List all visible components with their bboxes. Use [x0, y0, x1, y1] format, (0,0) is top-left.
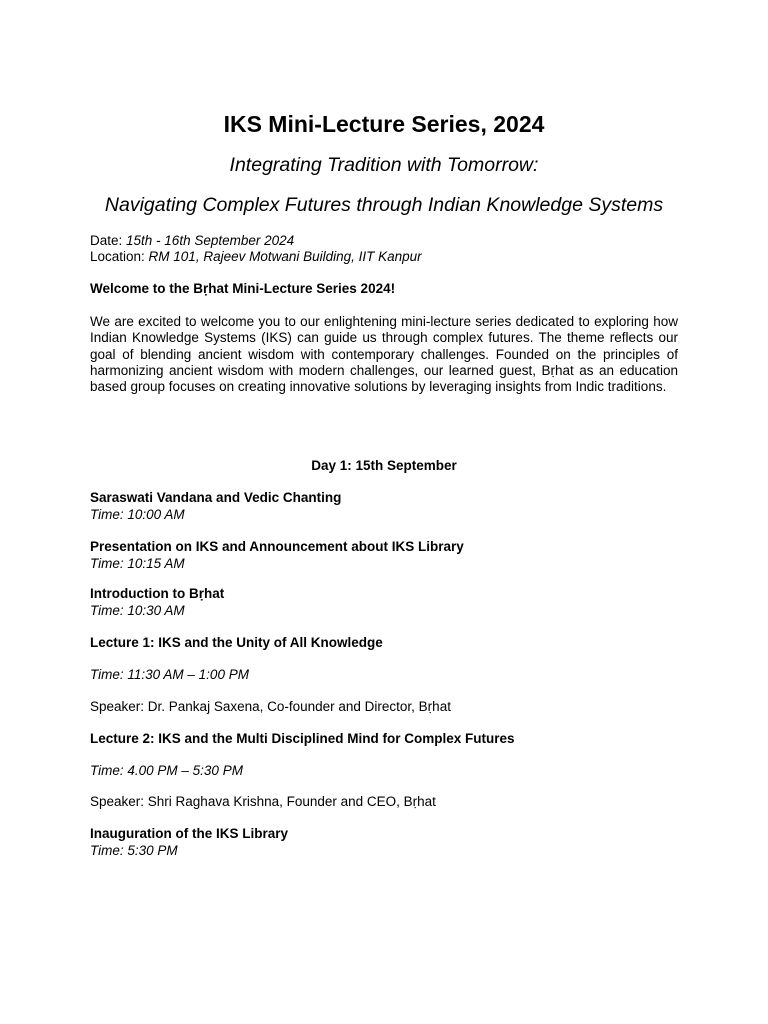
- schedule-item-title: Presentation on IKS and Announcement about IKS Library: [90, 539, 464, 554]
- location-value: RM 101, Rajeev Motwani Building, IIT Kanpur: [148, 249, 422, 264]
- day-heading: Day 1: 15th September: [311, 458, 457, 473]
- schedule-item-time: Time: 10:00 AM: [90, 507, 185, 522]
- schedule-item-speaker: Speaker: Shri Raghava Krishna, Founder and CEO, Bṛhat: [90, 794, 436, 809]
- page-title: IKS Mini-Lecture Series, 2024: [223, 111, 545, 137]
- schedule-item-time: Time: 5:30 PM: [90, 843, 178, 858]
- subtitle-line-2: Navigating Complex Futures through Indian Knowledge Systems: [104, 194, 664, 216]
- date-value: 15th - 16th September 2024: [126, 233, 295, 248]
- date-label: Date:: [90, 233, 127, 248]
- schedule-item-time: Time: 4.00 PM – 5:30 PM: [90, 763, 243, 778]
- event-date: [90, 233, 690, 249]
- schedule-item-time: Time: 10:30 AM: [90, 603, 185, 618]
- schedule-item-time: Time: 10:15 AM: [90, 556, 185, 571]
- schedule-item-title: Introduction to Bṛhat: [90, 586, 225, 601]
- schedule-item-title: Saraswati Vandana and Vedic Chanting: [90, 490, 342, 505]
- event-location: [90, 249, 690, 265]
- schedule-item-speaker: Speaker: Dr. Pankaj Saxena, Co-founder and Director, Bṛhat: [90, 699, 451, 714]
- schedule-item-title: Lecture 2: IKS and the Multi Disciplined Mind for Complex Futures: [90, 731, 515, 746]
- location-label: Location:: [90, 249, 149, 264]
- schedule-item-title: Inauguration of the IKS Library: [90, 826, 289, 841]
- intro-paragraph: We are excited to welcome you to our enlightening mini-lecture series dedicated to exploring how Indian Knowledge Systems (IKS) can guide us through complex futures. The theme reflects our goal of blending ancient wisdom with contemporary challenges. Founded on the principles of harmonizing ancient wisdom with modern challenges, our learned guest, Bṛhat as an education based group focuses on creating innovative solutions by leveraging insights from Indic traditions.: [90, 314, 678, 395]
- welcome-heading: Welcome to the Bṛhat Mini-Lecture Series 2024!: [90, 281, 396, 296]
- schedule-item-title: Lecture 1: IKS and the Unity of All Knowledge: [90, 635, 383, 650]
- schedule-item-time: Time: 11:30 AM – 1:00 PM: [90, 667, 249, 682]
- subtitle-line-1: Integrating Tradition with Tomorrow:: [229, 154, 539, 176]
